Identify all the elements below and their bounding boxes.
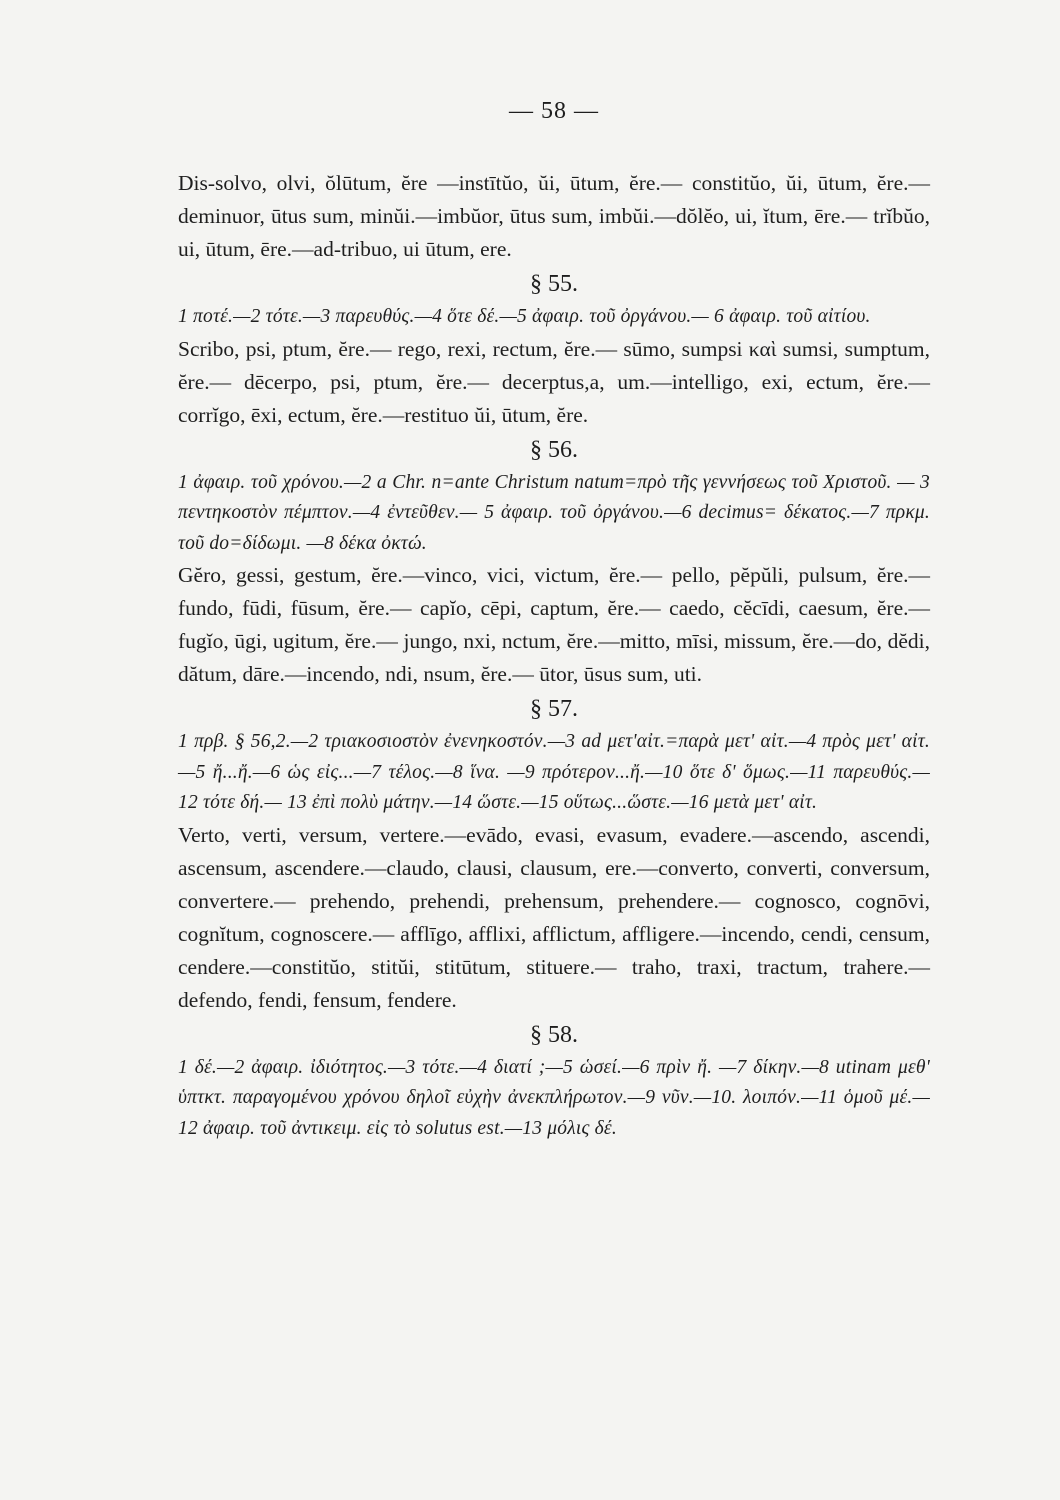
section-heading-58: § 58. <box>530 1021 578 1048</box>
intro-paragraph: Dis-solvo, olvi, ŏlūtum, ĕre —instītŭo, ŭi, ūtum, ĕre.— constitŭo, ŭi, ūtum, ĕre.— deminuor, ūtus sum, minŭi.—imbŭor, ūtus sum, imbŭi.—dŏlĕo, ui, ĭtum, ēre.— trĭbŭo, ui, ūtum, ēre.—ad-tribuo, ui ūtum, ere. <box>178 171 930 261</box>
section-55-text: Scribo, psi, ptum, ĕre.— rego, rexi, rectum, ĕre.— sūmo, sumpsi καὶ sumsi, sumptum, ĕre.— dēcerpo, psi, ptum, ĕre.— decerptus,a, um.—intelligo, exi, ectum, ĕre.—corrĭgo, ēxi, ectum, ĕre.—restituo ŭi, ūtum, ĕre. <box>178 336 930 427</box>
page-number: — 58 — <box>509 98 599 124</box>
section-57-text: Verto, verti, versum, vertere.—evādo, evasi, evasum, evadere.—ascendo, ascendi, ascensum, ascendere.—claudo, clausi, clausum, ere.—converto, converti, conversum, convertere.— prehendo, prehendi, prehensum, prehendere.— cognosco, cognōvi, cognĭtum, cognoscere.— afflīgo, afflixi, afflictum, affligere.—incendo, cendi, censum, cendere.—constitŭo, stitŭi, stitūtum, stituere.— traho, traxi, tractum, trahere.—defendo, fendi, fensum, fendere. <box>178 822 930 1012</box>
section-56-text: Gĕro, gessi, gestum, ĕre.—vinco, vici, victum, ĕre.— pello, pĕpŭli, pulsum, ĕre.— fundo, fūdi, fūsum, ĕre.— capĭo, cēpi, captum, ĕre.— caedo, cĕcīdi, caesum, ĕre.— fugĭo, ūgi, ugitum, ĕre.— jungo, nxi, nctum, ĕre.—mitto, mīsi, missum, ĕre.—do, dĕdi, dătum, dāre.—incendo, ndi, nsum, ĕre.— ūtor, ūsus sum, uti. <box>178 563 930 686</box>
section-58-notes: 1 δέ.—2 ἀφαιρ. ἰδιότητος.—3 τότε.—4 διατί ;—5 ὡσεί.—6 πρὶν ἤ. —7 δίκην.—8 utinam μεθ' ὑπτκτ. παραγομένου χρόνου δηλοῖ εὐχὴν ἀνεκπλήρωτον.—9 νῦν.—10. λοιπόν.—11 ὁμοῦ μέ.—12 ἀφαιρ. τοῦ ἀντικειμ. εἰς τὸ solutus est.—13 μόλις δέ. <box>178 1056 930 1139</box>
section-57-notes: 1 πρβ. § 56,2.—2 τριακοσιοστὸν ἐνενηκοστόν.—3 ad μετ'αἰτ.=παρὰ μετ' αἰτ.—4 πρὸς μετ' αἰτ.—5 ἤ...ἤ.—6 ὡς εἰς...—7 τέλος.—8 ἵνα. —9 πρότερον...ἤ.—10 ὅτε δ' ὅμως.—11 παρευθύς.— 12 τότε δή.— 13 ἐπὶ πολὺ μάτην.—14 ὥστε.—15 οὕτως...ὥστε.—16 μετὰ μετ' αἰτ. <box>178 731 930 813</box>
section-heading-57: § 57. <box>530 696 578 722</box>
section-heading-56: § 56. <box>530 436 578 463</box>
section-56-notes: 1 ἀφαιρ. τοῦ χρόνου.—2 a Chr. n=ante Christum natum=πρὸ τῆς γεννήσεως τοῦ Χριστοῦ. — 3 πεντηκοστὸν πέμπτον.—4 ἐντεῦθεν.— 5 ἀφαιρ. τοῦ ὀργάνου.—6 decimus= δέκατος.—7 πρκμ. τοῦ do=δίδωμι. —8 δέκα ὀκτώ. <box>178 471 930 554</box>
section-55-notes: 1 ποτέ.—2 τότε.—3 παρευθύς.—4 ὅτε δέ.—5 ἀφαιρ. τοῦ ὀργάνου.— 6 ἀφαιρ. τοῦ αἰτίου. <box>178 306 871 327</box>
section-heading-55: § 55. <box>530 271 578 297</box>
page <box>178 98 930 1144</box>
